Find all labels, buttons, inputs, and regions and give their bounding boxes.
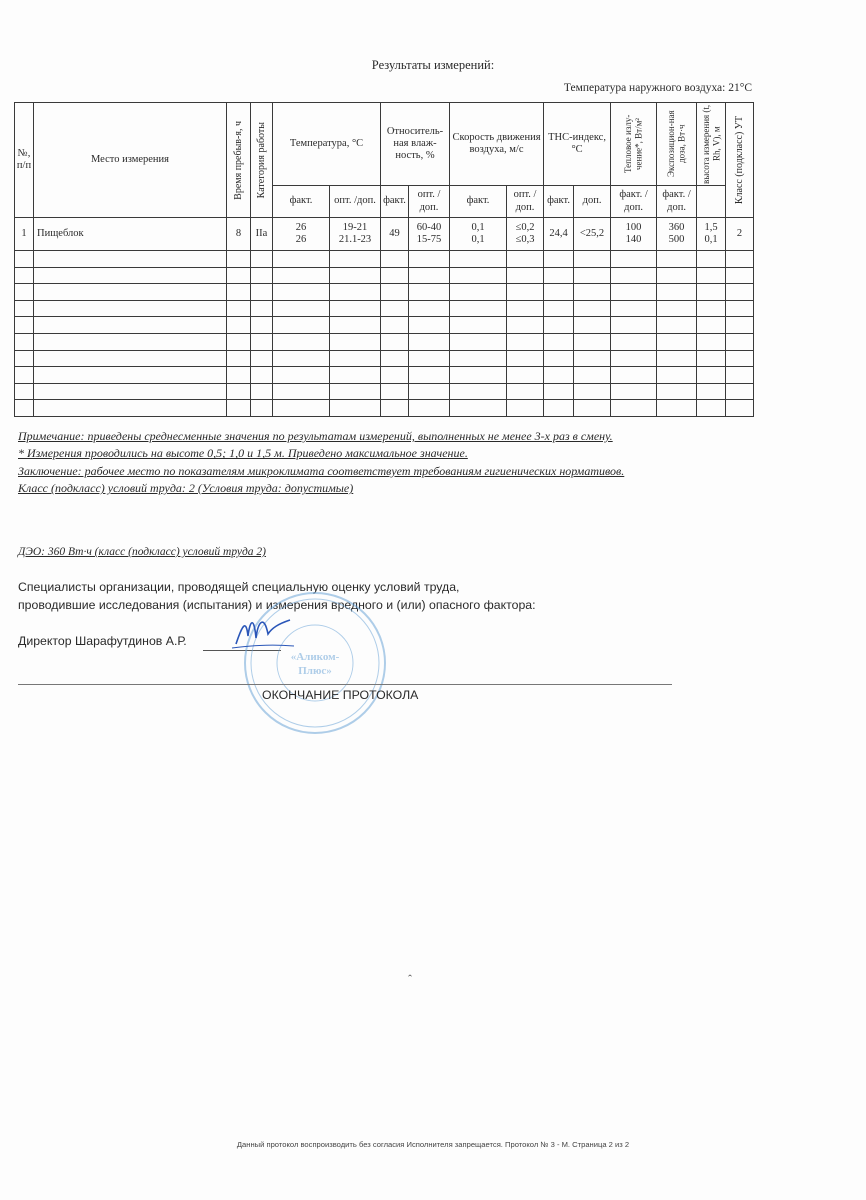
note-class: Класс (подкласс) условий труда: 2 (Условия труда: допустимые) xyxy=(18,481,354,496)
header-class: Класс (подкласс) УТ xyxy=(733,115,745,205)
cell-class: 2 xyxy=(726,218,754,251)
empty-row xyxy=(15,251,754,268)
sub-heat-fact-dop: факт. /доп. xyxy=(611,186,657,218)
sub-tnc-fact: факт. xyxy=(544,186,574,218)
empty-row xyxy=(15,284,754,301)
cell-speed-fact-2: 0,1 xyxy=(471,234,485,245)
empty-row xyxy=(15,367,754,384)
cell-place: Пищеблок xyxy=(34,218,227,251)
sub-exp-fact-dop: факт. /доп. xyxy=(657,186,697,218)
cell-height-1: 1,5 xyxy=(704,221,718,233)
cell-speed-opt-1: ≤0,2 xyxy=(515,221,535,233)
table-header-row xyxy=(15,103,754,186)
header-humidity: Относитель-ная влаж-ность, % xyxy=(381,103,450,186)
specialists-line-2: проводившие исследования (испытания) и измерения вредного и (или) опасного фактора: xyxy=(18,598,536,612)
empty-row xyxy=(15,383,754,400)
header-air-speed: Скорость движения воздуха, м/с xyxy=(450,103,544,186)
director-signature xyxy=(228,606,298,656)
specialists-line-1: Специалисты организации, проводящей специальную оценку условий труда, xyxy=(18,580,460,594)
svg-text:Плюс»: Плюс» xyxy=(298,665,332,677)
cell-temp-fact-1: 26 xyxy=(295,221,307,233)
cell-hum-opt-2: 15-75 xyxy=(416,234,442,245)
cell-heat-1: 100 xyxy=(625,221,642,233)
header-num: №, п/п xyxy=(15,103,34,218)
cell-hum-opt-1: 60-40 xyxy=(416,221,442,233)
header-category: Категория работы xyxy=(255,121,267,199)
cell-temp-opt-1: 19-21 xyxy=(342,221,368,233)
cell-exp-1: 360 xyxy=(668,221,685,233)
cell-tnc-dop: <25,2 xyxy=(574,218,611,251)
deo-line: ДЭО: 360 Вт·ч (класс (подкласс) условий труда 2) xyxy=(18,546,267,558)
outdoor-temperature: Температура наружного воздуха: 21°С xyxy=(563,82,752,94)
sub-speed-fact: факт. xyxy=(450,186,507,218)
sub-hum-fact: факт. xyxy=(381,186,409,218)
header-time: Время пребыв-я, ч xyxy=(232,120,244,200)
cell-exp-2: 500 xyxy=(668,234,685,245)
sub-hum-opt: опт. /доп. xyxy=(409,186,450,218)
note-conclusion: Заключение: рабочее место по показателям микроклимата соответствует требованиям гигиенических нормативов. xyxy=(18,463,625,478)
director-name: Директор Шарафутдинов А.Р. xyxy=(18,634,187,648)
end-divider xyxy=(18,684,672,685)
svg-text:«Аликом-: «Аликом- xyxy=(290,651,340,663)
cell-tnc-fact: 24,4 xyxy=(544,218,574,251)
sub-temp-opt: опт. /доп. xyxy=(330,186,381,218)
header-place: Место измерения xyxy=(34,103,227,218)
empty-row xyxy=(15,317,754,334)
cell-category: IIа xyxy=(251,218,273,251)
empty-row xyxy=(15,267,754,284)
note-heights: * Измерения проводились на высоте 0,5; 1,0 и 1,5 м. Приведено максимальное значение. xyxy=(18,446,468,461)
scan-speck: ˆ xyxy=(408,972,412,986)
cell-hum-fact: 49 xyxy=(381,218,409,251)
cell-speed-opt-2: ≤0,3 xyxy=(515,234,535,245)
cell-time: 8 xyxy=(227,218,251,251)
empty-row xyxy=(15,350,754,367)
header-heat-radiation: Тепловое излу-чение*, Вт/м² xyxy=(623,114,644,174)
page-title: Результаты измерений: xyxy=(371,58,495,72)
page-footer: Данный протокол воспроизводить без согласия Исполнителя запрещается. Протокол № 3 - М. Страница 2 из 2 xyxy=(236,1140,630,1149)
empty-row xyxy=(15,400,754,417)
cell-temp-opt-2: 21.1-23 xyxy=(338,234,372,245)
sub-tnc-dop: доп. xyxy=(574,186,611,218)
end-of-protocol: ОКОНЧАНИЕ ПРОТОКОЛА xyxy=(262,688,419,702)
table-row xyxy=(15,218,754,251)
notes-block xyxy=(18,428,758,498)
note-averages: Примечание: приведены среднесменные значения по результатам измерений, выполненных не менее 3-х раз в смену. xyxy=(18,429,613,443)
empty-row xyxy=(15,300,754,317)
empty-row xyxy=(15,333,754,350)
header-height: высота измерения (t, Rh, V), м xyxy=(700,104,722,184)
cell-height-2: 0,1 xyxy=(704,234,718,245)
cell-temp-fact-2: 26 xyxy=(295,234,307,245)
cell-speed-fact-1: 0,1 xyxy=(471,221,485,233)
sub-temp-fact: факт. xyxy=(273,186,330,218)
cell-heat-2: 140 xyxy=(625,234,642,245)
header-temperature: Температура, °С xyxy=(273,103,381,186)
header-tnc: ТНС-индекс, °С xyxy=(544,103,611,186)
sub-speed-opt: опт. /доп. xyxy=(507,186,544,218)
header-exposure: Экспозицион-ная доза, Вт·ч xyxy=(666,110,687,178)
cell-num: 1 xyxy=(15,218,34,251)
measurements-table xyxy=(14,102,754,417)
